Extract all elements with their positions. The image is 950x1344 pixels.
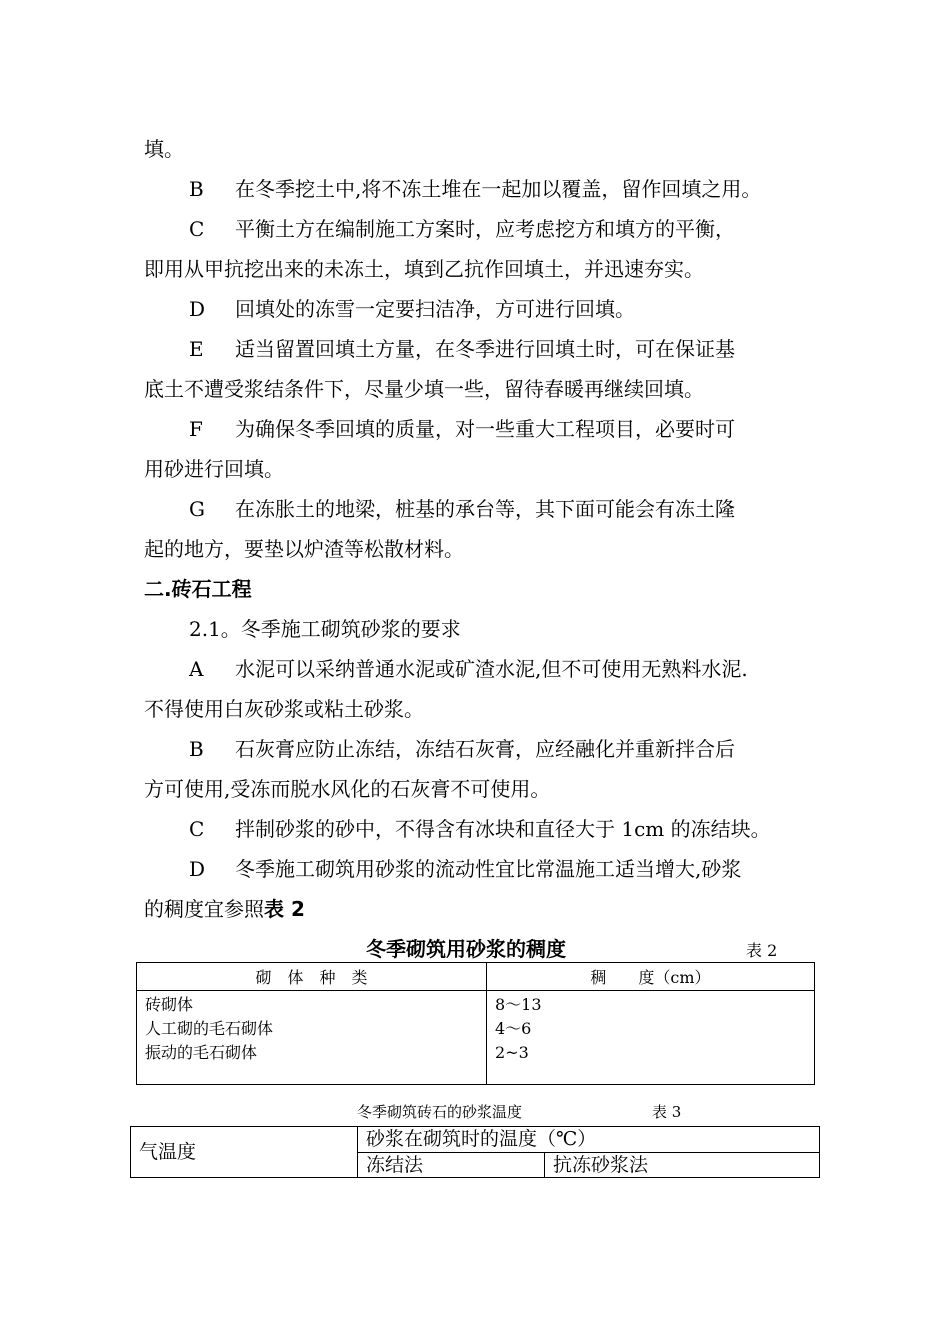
table3-group-header: 砂浆在砌筑时的温度（℃）	[358, 1127, 820, 1153]
paragraph-text: 回填处的冻雪一定要扫洁净，方可进行回填。	[235, 297, 635, 321]
paragraph-line	[144, 895, 305, 923]
table3	[130, 1126, 820, 1178]
table2-value: 8～13	[495, 995, 542, 1014]
item-letter: F	[189, 417, 203, 441]
paragraph-line	[144, 535, 464, 563]
table2-header-consistency: 稠 度（cm）	[487, 963, 815, 991]
paragraph-line	[189, 175, 761, 203]
paragraph-line	[189, 415, 735, 443]
paragraph-line	[189, 655, 748, 683]
table2-label: 表 2	[746, 941, 778, 960]
paragraph-text: 水泥可以采纳普通水泥或矿渣水泥,但不可使用无熟料水泥.	[235, 657, 748, 681]
paragraph-line	[144, 375, 704, 403]
table2-type: 人工砌的毛石砌体	[145, 1019, 274, 1038]
table3-label: 表 3	[652, 1103, 682, 1121]
paragraph-text: 用砂进行回填。	[144, 457, 284, 481]
paragraph-line	[144, 695, 424, 723]
paragraph-line	[144, 455, 284, 483]
paragraph-text: 平衡土方在编制施工方案时，应考虑挖方和填方的平衡，	[235, 217, 735, 241]
table2-title: 冬季砌筑用砂浆的稠度	[366, 937, 566, 961]
paragraph-text: 在冻胀土的地梁，桩基的承台等，其下面可能会有冻土隆	[235, 497, 735, 521]
table3-subheader: 冻结法	[358, 1152, 545, 1178]
table3-row-header: 气温度	[131, 1127, 358, 1178]
item-letter: B	[189, 737, 204, 761]
paragraph-line	[189, 215, 735, 243]
paragraph-line	[189, 735, 735, 763]
table2	[136, 962, 815, 1085]
paragraph-line	[144, 775, 550, 803]
item-letter: G	[189, 497, 205, 521]
paragraph-text: 起的地方，要垫以炉渣等松散材料。	[144, 537, 464, 561]
paragraph-text: 冬季施工砌筑用砂浆的流动性宜比常温施工适当增大,砂浆	[235, 857, 742, 881]
table2-type: 砖砌体	[145, 995, 194, 1014]
paragraph-text: 的稠度宜参照	[144, 897, 264, 921]
paragraph-text: 适当留置回填土方量，在冬季进行回填土时，可在保证基	[235, 337, 735, 361]
table2-value: 4～6	[495, 1019, 532, 1038]
table2-types-cell	[137, 991, 487, 1085]
paragraph-text: 石灰膏应防止冻结，冻结石灰膏，应经融化并重新拌合后	[235, 737, 735, 761]
paragraph-line	[189, 295, 635, 323]
paragraph-line	[189, 815, 771, 843]
table2-value: 2~3	[495, 1043, 529, 1062]
paragraph-line	[144, 135, 184, 163]
item-letter: D	[189, 857, 206, 881]
item-letter: C	[189, 817, 205, 841]
paragraph-line	[189, 495, 735, 523]
paragraph-line	[189, 335, 735, 363]
paragraph-text: 即用从甲抗挖出来的未冻土，填到乙抗作回填土，并迅速夯实。	[144, 257, 704, 281]
table2-header-type: 砌 体 种 类	[137, 963, 487, 991]
paragraph-text: 填。	[144, 137, 184, 161]
table2-type: 振动的毛石砌体	[145, 1043, 258, 1062]
item-letter: B	[189, 177, 204, 201]
paragraph-text: 为确保冬季回填的质量，对一些重大工程项目，必要时可	[235, 417, 735, 441]
paragraph-text: 在冬季挖土中,将不冻土堆在一起加以覆盖，留作回填之用。	[235, 177, 762, 201]
table3-subheader: 抗冻砂浆法	[545, 1152, 820, 1178]
item-letter: E	[189, 337, 204, 361]
table-reference: 表 2	[264, 897, 305, 921]
table2-values-cell	[487, 991, 815, 1085]
section-heading: 二.砖石工程	[144, 577, 252, 601]
paragraph-text: 方可使用,受冻而脱水风化的石灰膏不可使用。	[144, 777, 551, 801]
paragraph-text: 不得使用白灰砂浆或粘土砂浆。	[144, 697, 424, 721]
paragraph-line	[144, 255, 704, 283]
paragraph-line	[189, 855, 741, 883]
table3-title: 冬季砌筑砖石的砂浆温度	[357, 1103, 523, 1121]
paragraph-text: 拌制砂浆的砂中，不得含有冰块和直径大于 1cm 的冻结块。	[235, 817, 771, 841]
item-letter: C	[189, 217, 205, 241]
item-letter: D	[189, 297, 206, 321]
item-letter: A	[189, 657, 204, 681]
paragraph-text: 底土不遭受浆结条件下，尽量少填一些，留待春暖再继续回填。	[144, 377, 704, 401]
subheading: 2.1。冬季施工砌筑砂浆的要求	[189, 617, 461, 641]
